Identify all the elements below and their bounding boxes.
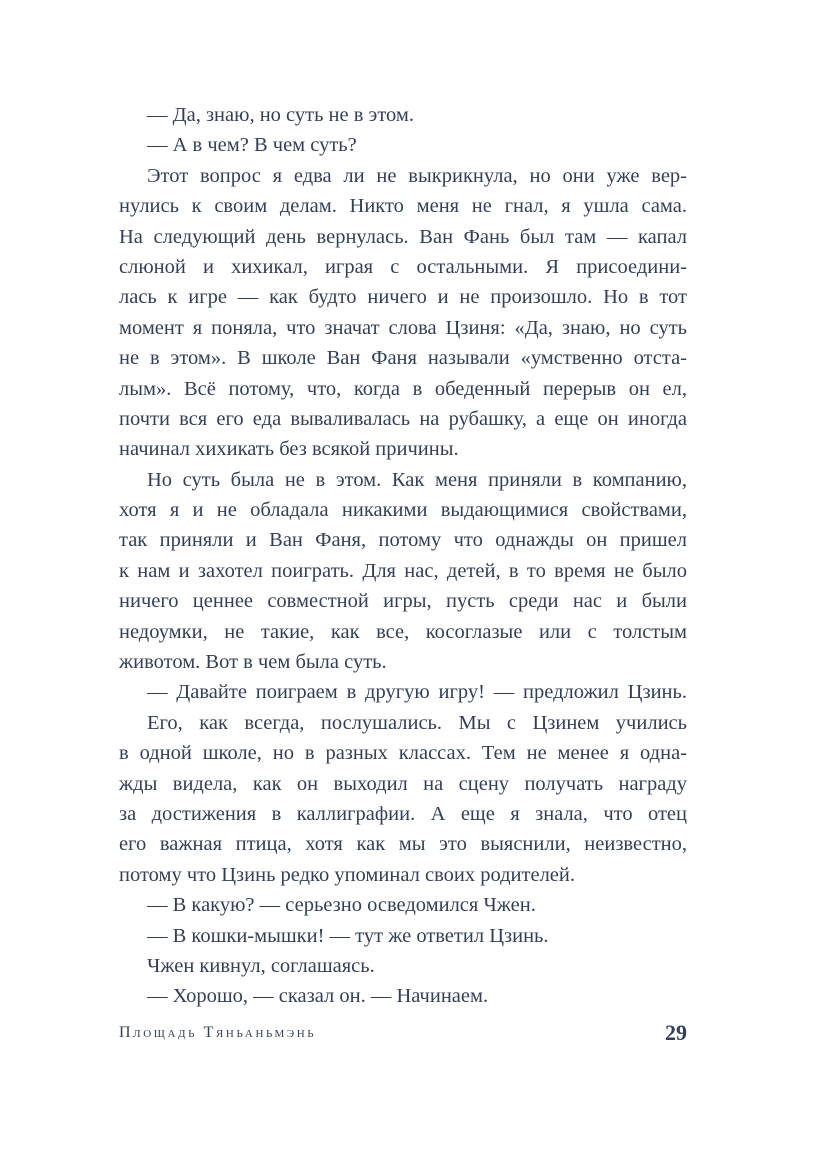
text-line: хотя я и не обладала никакими выдающимися свойствами, bbox=[119, 499, 687, 522]
text-line: момент я поняла, что значат слова Цзиня: «Да, знаю, но суть bbox=[119, 316, 687, 339]
running-title: Площадь Тяньаньмэнь bbox=[119, 1024, 317, 1041]
text-line: — Да, знаю, но суть не в этом. bbox=[147, 104, 414, 126]
text-line: слюной и хихикал, играя с остальными. Я присоедини- bbox=[119, 255, 687, 278]
text-line: На следующий день вернулась. Ван Фань был там — капал bbox=[119, 225, 687, 248]
text-line: — А в чем? В чем суть? bbox=[147, 134, 357, 157]
text-line: Его, как всегда, послушались. Мы с Цзинем учились bbox=[147, 711, 687, 734]
text-line: почти вся его еда вываливалась на рубашку, а еще он иногда bbox=[119, 407, 687, 430]
text-line: — В кошки-мышки! — тут же ответил Цзинь. bbox=[147, 924, 549, 947]
text-line: ничего ценнее совместной игры, пусть среди нас и были bbox=[119, 590, 687, 613]
text-line: не в этом». В школе Ван Фаня называли «умственно отста- bbox=[119, 347, 687, 370]
text-line: лась к игре — как будто ничего и не произошло. Но в тот bbox=[119, 286, 687, 309]
text-line: его важная птица, хотя как мы это выяснили, неизвестно, bbox=[119, 833, 687, 856]
text-line: за достижения в каллиграфии. А еще я знала, что отец bbox=[119, 802, 687, 825]
text-line: нулись к своим делам. Никто меня не гнал, я ушла сама. bbox=[119, 195, 687, 218]
text-line: Но суть была не в этом. Как меня приняли в компанию, bbox=[147, 468, 687, 491]
text-line: начинал хихикать без всякой причины. bbox=[119, 438, 459, 461]
text-line: к нам и захотел поиграть. Для нас, детей, в то время не было bbox=[119, 559, 687, 582]
text-line: жды видела, как он выходил на сцену получать награду bbox=[119, 772, 687, 795]
text-line: Этот вопрос я едва ли не выкрикнула, но они уже вер- bbox=[147, 164, 687, 187]
text-line: — В какую? — серьезно осведомился Чжен. bbox=[147, 894, 536, 917]
text-line: — Давайте поиграем в другую игру! — предложил Цзинь. bbox=[147, 681, 687, 704]
text-line: так приняли и Ван Фаня, потому что однажды он пришел bbox=[119, 529, 687, 552]
text-line: лым». Всё потому, что, когда в обеденный перерыв он ел, bbox=[119, 377, 687, 400]
text-line: Чжен кивнул, соглашаясь. bbox=[147, 954, 375, 977]
body-text bbox=[119, 100, 687, 1012]
text-line: животом. Вот в чем была суть. bbox=[119, 651, 387, 674]
page-number: 29 bbox=[665, 1020, 687, 1045]
text-line: в одной школе, но в разных классах. Тем не менее я одна- bbox=[119, 742, 687, 765]
text-line: недоумки, не такие, как все, косоглазые или с толстым bbox=[119, 620, 687, 643]
text-line: — Хорошо, — сказал он. — Начинаем. bbox=[147, 985, 489, 1008]
text-line: потому что Цзинь редко упоминал своих родителей. bbox=[119, 863, 575, 886]
